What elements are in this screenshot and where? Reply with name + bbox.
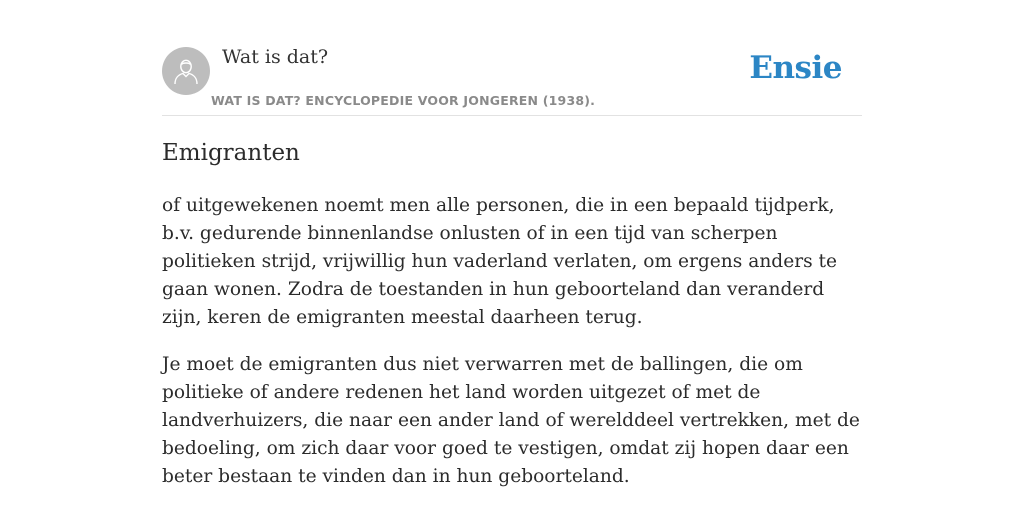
article-title: Emigranten bbox=[162, 140, 300, 166]
ensie-logo[interactable]: Ensie bbox=[749, 50, 842, 86]
source-subtitle[interactable]: WAT IS DAT? ENCYCLOPEDIE VOOR JONGEREN (1938). bbox=[211, 93, 596, 108]
page-container bbox=[162, 0, 862, 487]
source-avatar[interactable] bbox=[162, 47, 210, 95]
source-title[interactable]: Wat is dat? bbox=[222, 46, 329, 68]
article-paragraph-2: Je moet de emigranten dus niet verwarren met de ballingen, die om politieke of andere redenen het land worden uitgezet of met de landverhuizers, die naar een ander land of werelddeel vertrekken, met de bedoeling, om zich daar voor goed te vestigen, omdat zij hopen daar een beter bestaan te vinden dan in hun geboorteland. bbox=[162, 354, 860, 487]
source-header bbox=[162, 0, 862, 116]
article-paragraph-1: of uitgewekenen noemt men alle personen, die in een bepaald tijdperk, b.v. gedurende binnenlandse onlusten of in een tijd van scherpen politieken strijd, vrijwillig hun vaderland verlaten, om ergens anders te gaan wonen. Zodra de toestanden in hun geboorteland dan veranderd zijn, keren de emigranten meestal daarheen terug. bbox=[162, 195, 838, 328]
user-silhouette-icon bbox=[173, 57, 199, 85]
